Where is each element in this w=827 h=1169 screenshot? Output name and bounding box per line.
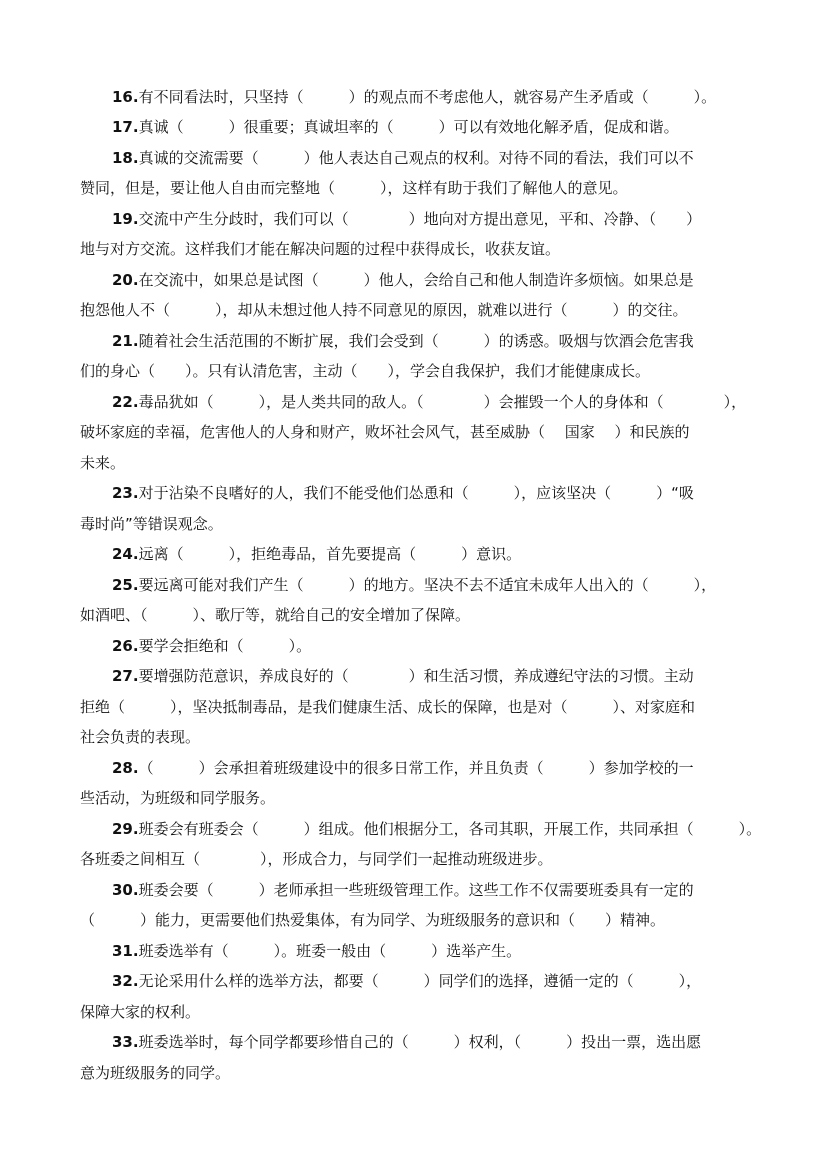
- question-19: [112, 204, 752, 234]
- question-23-continuation: 毒时尚”等错误观念。: [80, 515, 223, 533]
- question-number: 30.: [112, 881, 139, 899]
- question-text: 真诚（ ）很重要；真诚坦率的（ ）可以有效地化解矛盾，促成和谐。: [138, 118, 679, 136]
- question-33: [112, 1027, 752, 1057]
- question-25-continuation: 如酒吧、（ ）、歌厅等，就给自己的安全增加了保障。: [80, 606, 471, 624]
- question-27-continuation: 拒绝（ ），坚决抵制毒品，是我们健康生活、成长的保障，也是对（ ）、对家庭和: [80, 698, 696, 716]
- question-33-continuation: 意为班级服务的同学。: [80, 1064, 231, 1082]
- question-22: [112, 387, 752, 417]
- question-25: [112, 570, 752, 600]
- question-number: 27.: [112, 667, 139, 685]
- question-31: [112, 936, 752, 966]
- question-number: 26.: [112, 637, 139, 655]
- question-text: 要增强防范意识，养成良好的（ ）和生活习惯，养成遵纪守法的习惯。主动: [138, 667, 694, 685]
- question-number: 17.: [112, 118, 139, 136]
- question-number: 31.: [112, 942, 139, 960]
- question-27: [112, 661, 752, 691]
- question-18: [112, 143, 752, 173]
- question-number: 32.: [112, 972, 139, 990]
- question-number: 22.: [112, 393, 139, 411]
- question-26: [112, 631, 752, 661]
- question-number: 29.: [112, 820, 139, 838]
- question-21: [112, 326, 752, 356]
- question-number: 33.: [112, 1033, 139, 1051]
- question-text: 毒品犹如（ ），是人类共同的敌人。（ ）会摧毁一个人的身体和（ ），: [138, 393, 747, 411]
- question-16: [112, 82, 752, 112]
- question-text: 要学会拒绝和（ ）。: [138, 637, 312, 655]
- question-18-continuation: 赞同，但是，要让他人自由而完整地（ ），这样有助于我们了解他人的意见。: [80, 179, 628, 197]
- question-22-continuation: 未来。: [80, 454, 126, 472]
- question-22-continuation: 破坏家庭的幸福，危害他人的人身和财产，败坏社会风气，甚至威胁（ 国家 ）和民族的: [80, 423, 690, 441]
- question-text: 无论采用什么样的选举方法，都要（ ）同学们的选择，遵循一定的（ ），: [138, 972, 702, 990]
- question-28-continuation: 些活动，为班级和同学服务。: [80, 789, 276, 807]
- question-30-continuation: （ ）能力，更需要他们热爱集体，有为同学、为班级服务的意识和（ ）精神。: [80, 911, 666, 929]
- question-text: 随着社会生活范围的不断扩展，我们会受到（ ）的诱惑。吸烟与饮酒会危害我: [138, 332, 694, 350]
- question-number: 23.: [112, 484, 139, 502]
- question-text: 在交流中，如果总是试图（ ）他人，会给自己和他人制造许多烦恼。如果总是: [138, 271, 694, 289]
- question-29: [112, 814, 762, 844]
- question-text: 对于沾染不良嗜好的人，我们不能受他们怂恿和（ ），应该坚决（ ）“吸: [138, 484, 694, 502]
- question-text: 有不同看法时，只坚持（ ）的观点而不考虑他人，就容易产生矛盾或（ ）。: [138, 88, 717, 106]
- question-32: [112, 966, 752, 996]
- question-text: 远离（ ），拒绝毒品，首先要提高（ ）意识。: [138, 545, 522, 563]
- question-19-continuation: 地与对方交流。这样我们才能在解决问题的过程中获得成长，收获友谊。: [80, 240, 561, 258]
- question-text: 交流中产生分歧时，我们可以（ ）地向对方提出意见，平和、冷静、（ ）: [138, 210, 702, 228]
- question-text: 真诚的交流需要（ ）他人表达自己观点的权利。对待不同的看法，我们可以不: [138, 149, 694, 167]
- question-text: 班委选举时，每个同学都要珍惜自己的（ ）权利，（ ）投出一票，选出愿: [138, 1033, 702, 1051]
- question-29-continuation: 各班委之间相互（ ），形成合力，与同学们一起推动班级进步。: [80, 850, 553, 868]
- question-number: 21.: [112, 332, 139, 350]
- question-number: 20.: [112, 271, 139, 289]
- question-23: [112, 478, 752, 508]
- question-number: 24.: [112, 545, 139, 563]
- question-27-continuation: 社会负责的表现。: [80, 728, 201, 746]
- question-30: [112, 875, 752, 905]
- question-number: 19.: [112, 210, 139, 228]
- question-28: [112, 753, 752, 783]
- question-21-continuation: 们的身心（ ）。只有认清危害，主动（ ），学会自我保护，我们才能健康成长。: [80, 362, 651, 380]
- question-text: 要远离可能对我们产生（ ）的地方。坚决不去不适宜未成年人出入的（ ），: [138, 576, 717, 594]
- question-20: [112, 265, 752, 295]
- question-32-continuation: 保障大家的权利。: [80, 1003, 201, 1021]
- question-text: 班委会要（ ）老师承担一些班级管理工作。这些工作不仅需要班委具有一定的: [138, 881, 694, 899]
- question-17: [112, 112, 752, 142]
- question-text: 班委选举有（ ）。班委一般由（ ）选举产生。: [138, 942, 522, 960]
- question-number: 18.: [112, 149, 139, 167]
- question-text: （ ）会承担着班级建设中的很多日常工作，并且负责（ ）参加学校的一: [138, 759, 694, 777]
- question-number: 25.: [112, 576, 139, 594]
- question-text: 班委会有班委会（ ）组成。他们根据分工，各司其职，开展工作，共同承担（ ）。: [138, 820, 762, 838]
- question-number: 16.: [112, 88, 139, 106]
- question-20-continuation: 抱怨他人不（ ），却从未想过他人持不同意见的原因，就难以进行（ ）的交往。: [80, 301, 688, 319]
- question-number: 28.: [112, 759, 139, 777]
- question-24: [112, 539, 752, 569]
